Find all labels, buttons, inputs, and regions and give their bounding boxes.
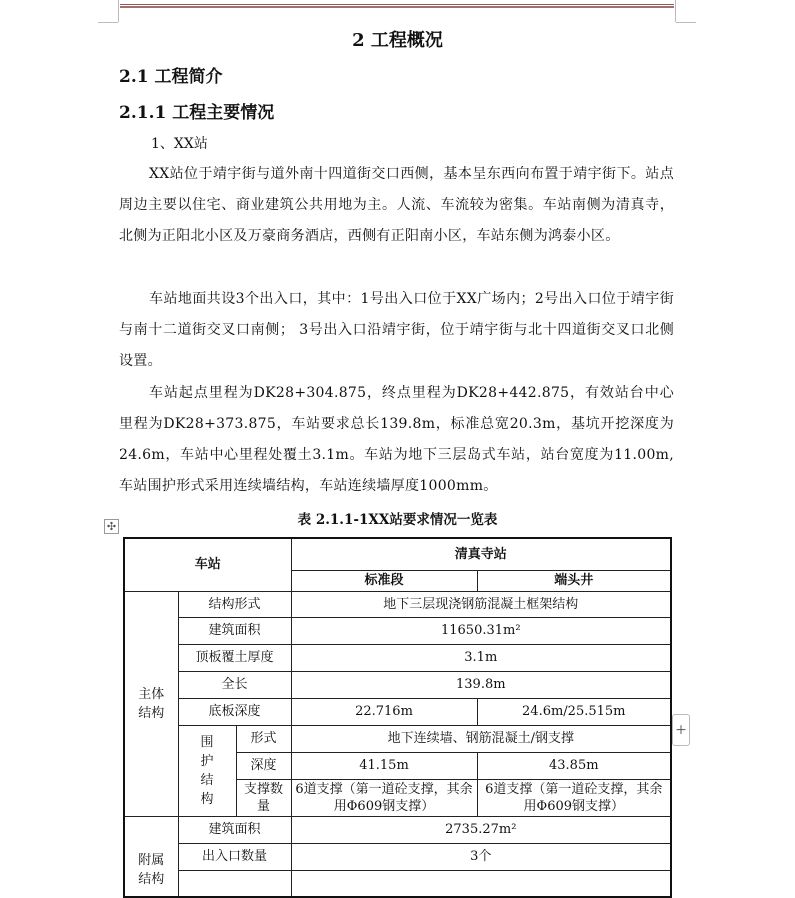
col-header-standard: 标准段 xyxy=(291,570,477,591)
row-value-standard: 41.15m xyxy=(291,752,477,779)
aux-structure-group-label: 附属结构 xyxy=(138,852,165,887)
row-label: 支撑数量 xyxy=(236,779,291,816)
subsection-heading: 2.1.1 工程主要情况 xyxy=(119,103,275,123)
col-header-end: 端头井 xyxy=(477,570,671,591)
table-row xyxy=(124,644,671,671)
page-corner-mark xyxy=(98,22,118,23)
station-name-cell: 清真寺站 xyxy=(291,538,671,570)
table-row xyxy=(124,591,671,617)
station-label-cell: 车站 xyxy=(124,538,291,591)
table-row xyxy=(124,843,671,870)
row-label: 底板深度 xyxy=(178,698,291,725)
row-label: 形式 xyxy=(236,725,291,752)
retaining-group-label: 围护结构 xyxy=(200,734,214,807)
table-row xyxy=(124,816,671,843)
item-title: 1、XX站 xyxy=(151,136,208,152)
row-label: 全长 xyxy=(178,671,291,698)
row-value: 11650.31m² xyxy=(291,617,671,644)
main-structure-group-label: 主体结构 xyxy=(138,686,165,721)
add-column-icon[interactable]: + xyxy=(672,714,690,746)
row-label: 深度 xyxy=(236,752,291,779)
aux-structure-group-cell xyxy=(124,816,178,897)
page-corner-mark xyxy=(676,22,696,23)
row-value: 地下三层现浇钢筋混凝土框架结构 xyxy=(291,591,671,617)
row-value: 2735.27m² xyxy=(291,816,671,843)
header-rule xyxy=(120,4,674,8)
paragraph-entrances: 车站地面共设3个出入口，其中：1号出入口位于XX广场内；2号出入口位于靖宇街与南十二道街交叉口南侧； 3号出入口沿靖宇街，位于靖宇街与北十四道街交叉口北侧设置。 xyxy=(119,291,674,369)
row-value-standard: 22.716m xyxy=(291,698,477,725)
paragraph-mileage: 车站起点里程为DK28+304.875，终点里程为DK28+442.875，有效站台中心里程为DK28+373.875，车站要求总长139.8m，标准总宽20.3m，基坑开挖深度为24.6m，车站中心里程处覆土3.1m。车站为地下三层岛式车站，站台宽度为11.00m,车站围护形式采用连续墙结构，车站连续墙厚度1000mm。 xyxy=(119,385,674,494)
page-corner-mark xyxy=(675,0,676,22)
table-row xyxy=(124,698,671,725)
table-row xyxy=(124,671,671,698)
row-value: 3个 xyxy=(291,843,671,870)
table-row xyxy=(124,725,671,752)
row-value-standard: 6道支撑（第一道砼支撑，其余用Φ609钢支撑） xyxy=(291,779,477,816)
paragraph-location: XX站位于靖宇街与道外南十四道街交口西侧，基本呈东西向布置于靖宇街下。站点周边主要以住宅、商业建筑公共用地为主。人流、车流较为密集。车站南侧为清真寺，北侧为正阳北小区及万豪商务酒店，西侧有正阳南小区，车站东侧为鸿泰小区。 xyxy=(119,166,674,244)
row-label: 顶板覆土厚度 xyxy=(178,644,291,671)
row-value: 139.8m xyxy=(291,671,671,698)
row-value: 3.1m xyxy=(291,644,671,671)
table-row xyxy=(124,870,671,897)
row-value-end: 6道支撑（第一道砼支撑，其余用Φ609钢支撑） xyxy=(477,779,671,816)
main-structure-group-cell xyxy=(124,591,178,816)
table-row xyxy=(124,538,671,570)
row-label: 建筑面积 xyxy=(178,617,291,644)
row-value-end: 24.6m/25.515m xyxy=(477,698,671,725)
row-value: 地下连续墙、钢筋混凝土/钢支撑 xyxy=(291,725,671,752)
section-heading: 2.1 工程简介 xyxy=(119,67,223,87)
row-label: 结构形式 xyxy=(178,591,291,617)
row-value-empty xyxy=(291,870,671,897)
retaining-group-cell xyxy=(178,725,236,816)
row-label-empty xyxy=(178,870,291,897)
row-value-end: 43.85m xyxy=(477,752,671,779)
row-label: 出入口数量 xyxy=(178,843,291,870)
page-corner-mark xyxy=(118,0,119,22)
table-row xyxy=(124,617,671,644)
chapter-heading: 2 工程概况 xyxy=(352,30,443,51)
table-caption: 表 2.1.1-1XX站要求情况一览表 xyxy=(297,512,498,528)
row-label: 建筑面积 xyxy=(178,816,291,843)
table-move-handle-icon[interactable]: ✣ xyxy=(104,519,119,534)
station-spec-table xyxy=(123,537,672,898)
